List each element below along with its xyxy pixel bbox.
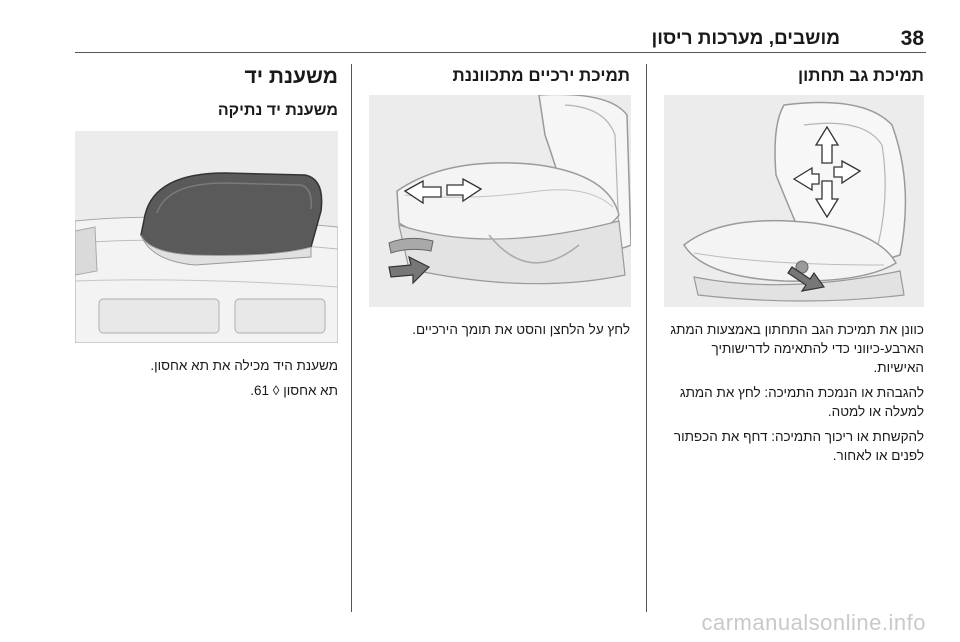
lumbar-paragraph-3: להקשחת או ריכוך התמיכה: דחף את הכפתור לפנים או לאחור. xyxy=(673,429,924,463)
armrest-paragraph-1: משענת היד מכילה את תא אחסון. xyxy=(150,358,338,373)
thigh-support-heading: תמיכת ירכיים מתכווננת xyxy=(452,66,630,85)
thigh-paragraph-1: לחץ על הלחצן והסט את תומך הירכיים. xyxy=(412,322,630,337)
armrest-subheading: משענת יד נתיקה xyxy=(217,102,338,119)
armrest-paragraph-2: תא אחסון ◊ 61. xyxy=(250,383,338,398)
armrest-figure xyxy=(75,131,338,343)
lumbar-support-heading: תמיכת גב תחתון xyxy=(798,66,924,85)
lumbar-paragraph-2: להגבהת או הנמכת התמיכה: לחץ את המתג למעלה או למטה. xyxy=(679,385,924,419)
armrest-text xyxy=(76,356,338,406)
thigh-support-text xyxy=(364,320,630,345)
armrest-illustration xyxy=(75,131,338,343)
lumbar-support-figure xyxy=(664,95,924,307)
armrest-section xyxy=(76,64,338,122)
page-header-title: מושבים, מערכות ריסון xyxy=(651,28,840,49)
watermark: carmanualsonline.info xyxy=(701,610,926,635)
header-divider xyxy=(75,52,926,53)
lumbar-support-section xyxy=(662,64,924,88)
lumbar-support-text xyxy=(662,320,924,471)
column-divider-right xyxy=(646,64,647,612)
thigh-support-figure xyxy=(369,95,631,307)
thigh-seat-illustration xyxy=(369,95,631,307)
page-number: 38 xyxy=(900,27,924,50)
column-divider-left xyxy=(351,64,352,612)
thigh-support-section xyxy=(364,64,630,88)
armrest-heading: משענת יד xyxy=(244,65,338,88)
lumbar-paragraph-1: כוונן את תמיכת הגב התחתון באמצעות המתג הארבע-כיווני כדי להתאימה לדרישותיך האישיות. xyxy=(670,322,924,375)
lumbar-seat-illustration xyxy=(664,95,924,307)
